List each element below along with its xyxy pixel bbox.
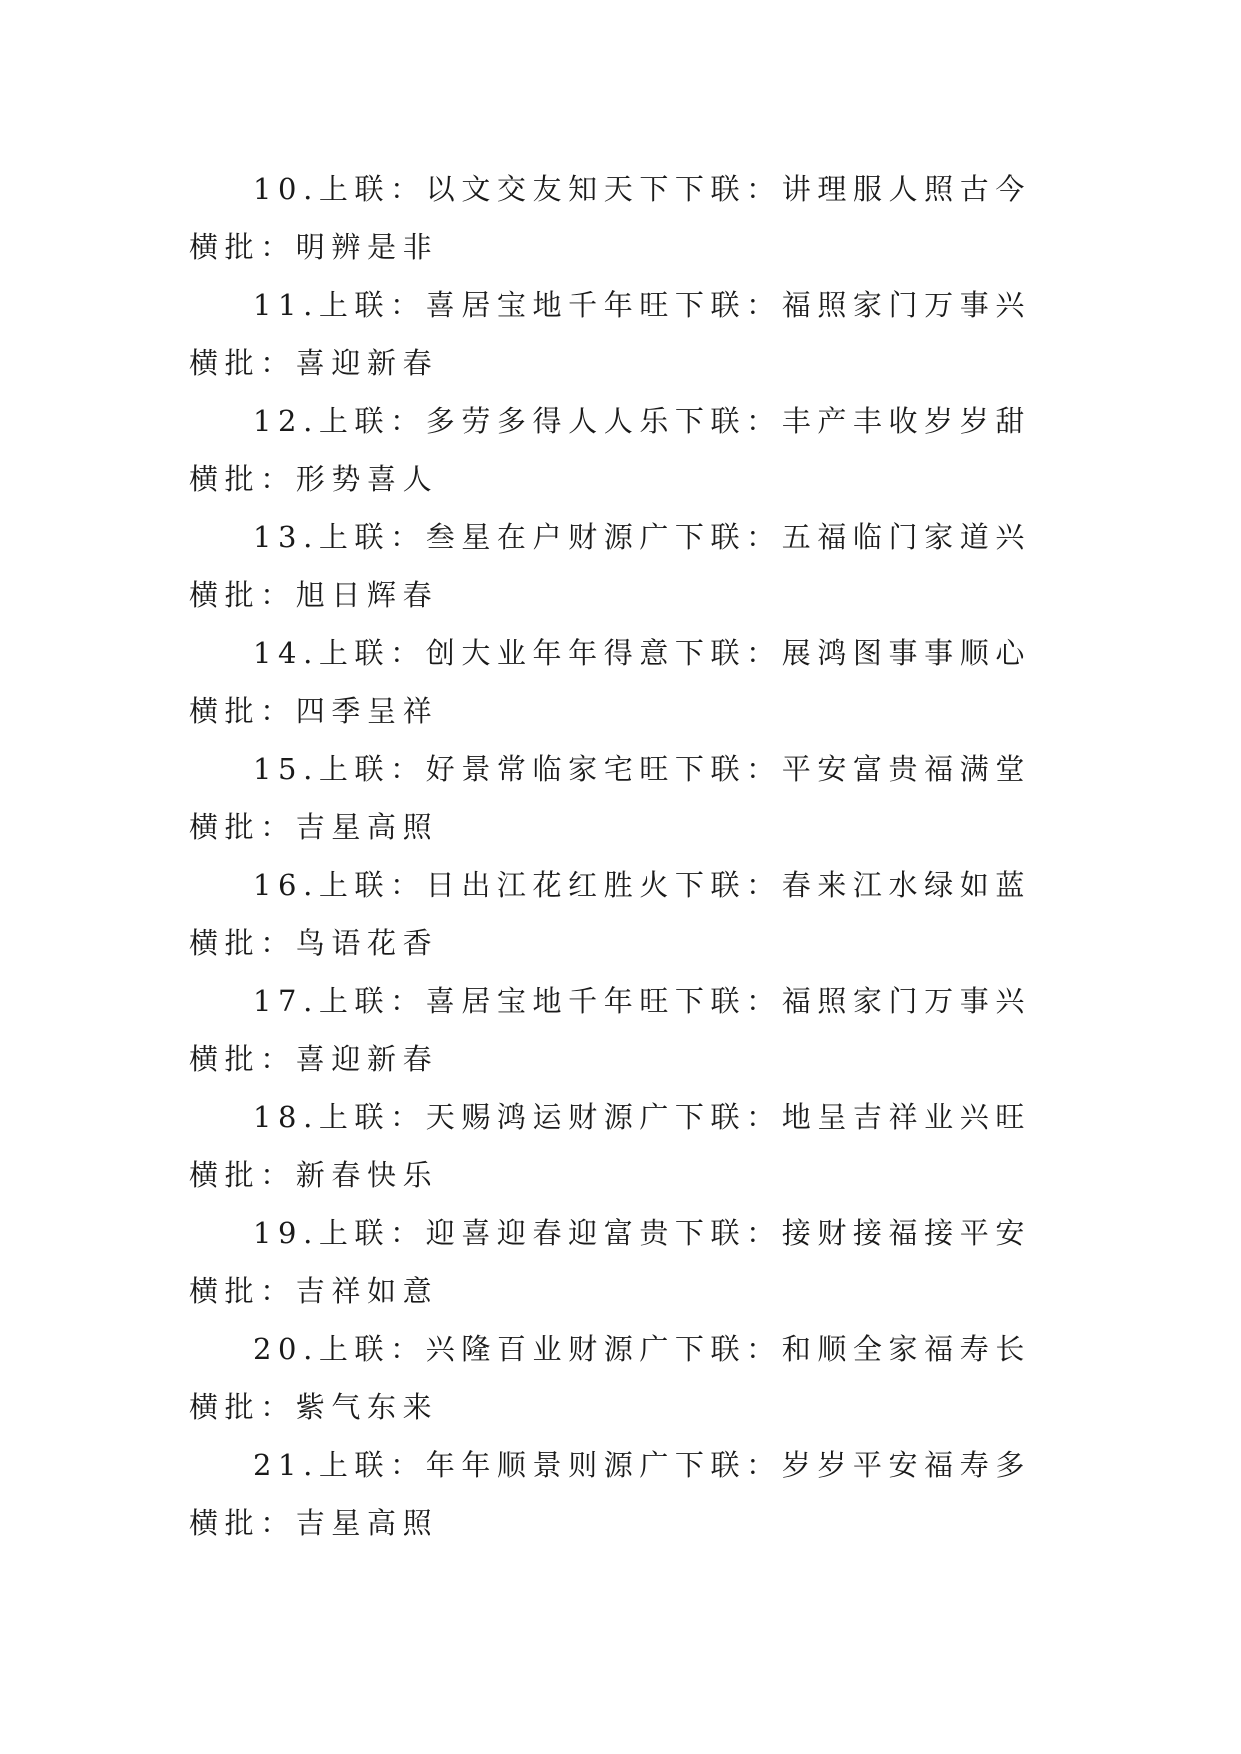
couplet-paragraph-10: 10.上联：以文交友知天下下联：讲理服人照古今横批：明辨是非 [189, 172, 1031, 264]
couplet-paragraph-11: 11.上联：喜居宝地千年旺下联：福照家门万事兴横批：喜迎新春 [189, 288, 1031, 380]
couplet-paragraph-12: 12.上联：多劳多得人人乐下联：丰产丰收岁岁甜横批：形势喜人 [189, 404, 1031, 496]
couplet-paragraph-14: 14.上联：创大业年年得意下联：展鸿图事事顺心横批：四季呈祥 [189, 636, 1031, 728]
couplet-paragraph-18: 18.上联：天赐鸿运财源广下联：地呈吉祥业兴旺横批：新春快乐 [189, 1100, 1031, 1192]
couplet-paragraph-21: 21.上联：年年顺景则源广下联：岁岁平安福寿多横批：吉星高照 [189, 1448, 1031, 1540]
couplet-paragraph-13: 13.上联：叁星在户财源广下联：五福临门家道兴横批：旭日辉春 [189, 520, 1031, 612]
couplet-paragraph-20: 20.上联：兴隆百业财源广下联：和顺全家福寿长横批：紫气东来 [189, 1332, 1031, 1424]
couplet-paragraph-16: 16.上联：日出江花红胜火下联：春来江水绿如蓝横批：鸟语花香 [189, 868, 1031, 960]
couplet-paragraph-19: 19.上联：迎喜迎春迎富贵下联：接财接福接平安横批：吉祥如意 [189, 1216, 1031, 1308]
couplet-paragraph-17: 17.上联：喜居宝地千年旺下联：福照家门万事兴横批：喜迎新春 [189, 984, 1031, 1076]
document-body [189, 160, 1059, 1552]
couplet-paragraph-15: 15.上联：好景常临家宅旺下联：平安富贵福满堂横批：吉星高照 [189, 752, 1031, 844]
